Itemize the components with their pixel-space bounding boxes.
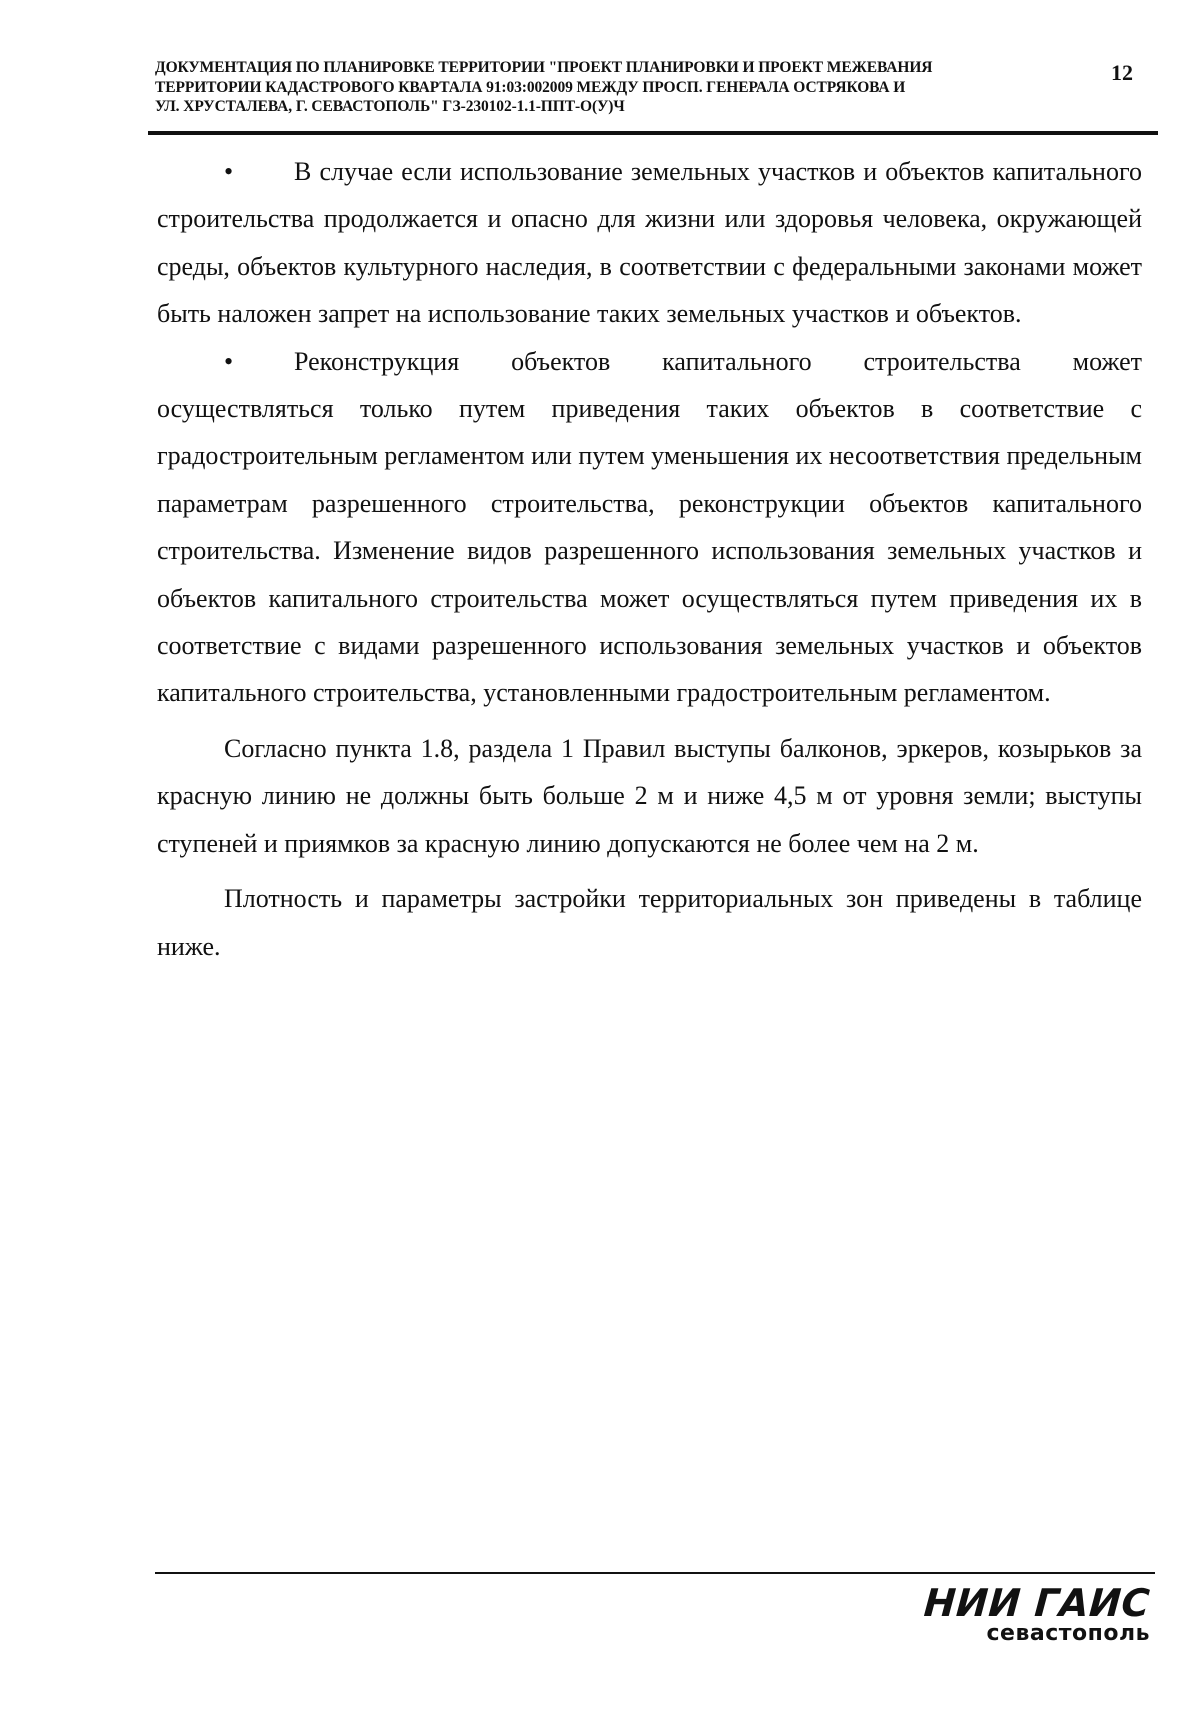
document-body <box>157 148 1142 970</box>
document-title-line-2: ТЕРРИТОРИИ КАДАСТРОВОГО КВАРТАЛА 91:03:002009 МЕЖДУ ПРОСП. ГЕНЕРАЛА ОСТРЯКОВА И <box>155 78 906 96</box>
document-title-line-1: ДОКУМЕНТАЦИЯ ПО ПЛАНИРОВКЕ ТЕРРИТОРИИ "ПРОЕКТ ПЛАНИРОВКИ И ПРОЕКТ МЕЖЕВАНИЯ <box>155 59 933 76</box>
bullet-paragraph-2 <box>157 338 1142 717</box>
footer-divider <box>155 1572 1155 1574</box>
bullet-icon: • <box>224 157 234 186</box>
page-header <box>155 58 1155 128</box>
logo-main-text: НИИ ГАИС <box>922 1581 1152 1625</box>
company-logo <box>924 1583 1150 1645</box>
document-title-line-3: УЛ. ХРУСТАЛЕВА, Г. СЕВАСТОПОЛЬ" ГЗ-230102-1.1-ППТ-О(У)Ч <box>155 98 625 115</box>
paragraph-text-2: Реконструкция объектов капитального строительства может осуществляться только путем приведения таких объектов в соответствие с градостроительным регламентом или путем уменьшения их несоответствия предельным параметрам разрешенного строительства, реконструкции объектов капитального строительства. Изменение видов разрешенного использования земельных участков и объектов капитального строительства может осуществляться путем приведения их в соответствие с видами разрешенного использования земельных участков и объектов капитального строительства, установленными градостроительным регламентом. <box>157 346 1142 708</box>
paragraph-4 <box>157 875 1142 970</box>
bullet-icon: • <box>224 346 234 376</box>
header-divider <box>148 131 1158 135</box>
paragraph-text-3: Согласно пункта 1.8, раздела 1 Правил выступы балконов, эркеров, козырьков за красную линию не должны быть больше 2 м и ниже 4,5 м от уровня земли; выступы ступеней и приямков за красную линию допускаются не более чем на 2 м. <box>157 733 1142 858</box>
paragraph-text-1: В случае если использование земельных участков и объектов капитального строительства продолжается и опасно для жизни или здоровья человека, окружающей среды, объектов культурного наследия, в соответствии с федеральными законами может быть наложен запрет на использование таких земельных участков и объектов. <box>157 157 1142 329</box>
paragraph-text-4: Плотность и параметры застройки территориальных зон приведены в таблице ниже. <box>157 884 1142 961</box>
bullet-paragraph-1 <box>157 148 1142 338</box>
logo-sub-text: севастополь <box>986 1621 1150 1646</box>
page-number: 12 <box>1111 60 1133 85</box>
paragraph-3 <box>157 725 1142 867</box>
document-title <box>155 58 1045 117</box>
